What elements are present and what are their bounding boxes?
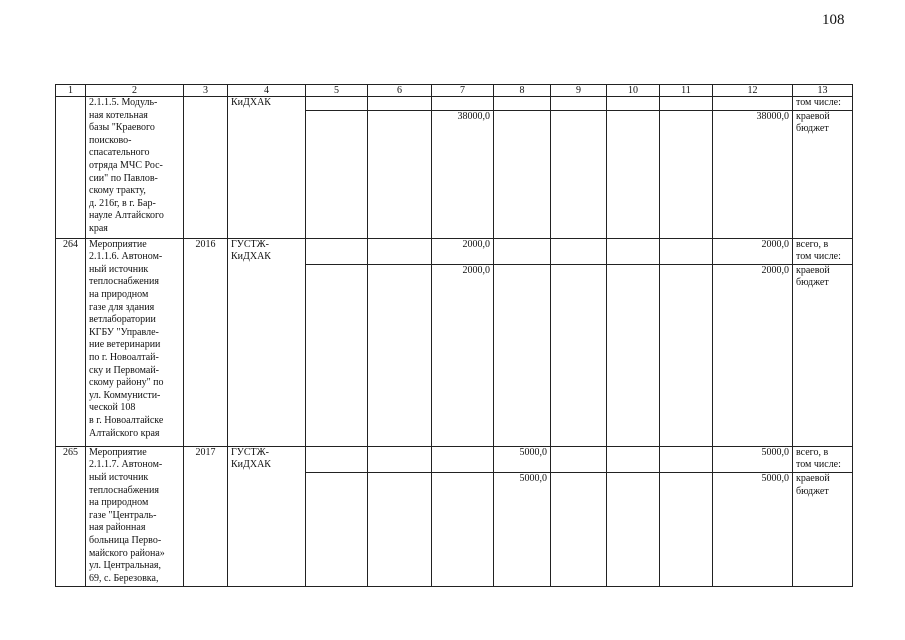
header-cell: 7 <box>432 85 494 97</box>
header-cell: 13 <box>793 85 853 97</box>
value-col11 <box>660 472 713 586</box>
value-col5 <box>306 110 368 238</box>
header-cell: 10 <box>607 85 660 97</box>
value-col6 <box>368 446 432 472</box>
executor-cell: ГУСТЖ- КиДХАК <box>228 238 306 446</box>
table-row <box>56 446 853 472</box>
value-col5 <box>306 446 368 472</box>
value-col5 <box>306 264 368 446</box>
value-col11 <box>660 238 713 264</box>
value-col10 <box>607 97 660 111</box>
header-cell: 2 <box>86 85 184 97</box>
value-col6 <box>368 97 432 111</box>
value-col10 <box>607 446 660 472</box>
header-cell: 11 <box>660 85 713 97</box>
value-col9 <box>551 264 607 446</box>
value-col6 <box>368 110 432 238</box>
value-col8 <box>494 110 551 238</box>
header-cell: 4 <box>228 85 306 97</box>
funding-source: том числе: <box>793 97 853 111</box>
value-col7: 2000,0 <box>432 238 494 264</box>
value-col12: 5000,0 <box>713 446 793 472</box>
funding-source: краевой бюджет <box>793 264 853 446</box>
value-col11 <box>660 110 713 238</box>
value-col9 <box>551 472 607 586</box>
header-cell: 9 <box>551 85 607 97</box>
value-col7 <box>432 446 494 472</box>
value-col10 <box>607 472 660 586</box>
header-row <box>56 85 853 97</box>
value-col8 <box>494 238 551 264</box>
funding-source: краевой бюджет <box>793 110 853 238</box>
value-col10 <box>607 264 660 446</box>
value-col12 <box>713 97 793 111</box>
value-col7: 2000,0 <box>432 264 494 446</box>
value-col12: 2000,0 <box>713 238 793 264</box>
measure-name: Мероприятие 2.1.1.7. Автоном- ный источник теплоснабжения на природном газе "Централь- ная районная больница Перво- майского района» ул. Центральная, 69, с. Березовка, <box>86 446 184 586</box>
executor-cell: ГУСТЖ- КиДХАК <box>228 446 306 586</box>
value-col8: 5000,0 <box>494 472 551 586</box>
funding-source: всего, в том числе: <box>793 238 853 264</box>
value-col9 <box>551 446 607 472</box>
header-cell: 8 <box>494 85 551 97</box>
measure-name: Мероприятие 2.1.1.6. Автоном- ный источник теплоснабжения на природном газе для здания ветлаборатории КГБУ "Управле- ние ветеринарии по г. Новоалтай- ску и Первомай- скому району" по ул. Коммунисти- ческой 108 в г. Новоалтайске Алтайского края <box>86 238 184 446</box>
year-cell <box>184 97 228 239</box>
year-cell: 2016 <box>184 238 228 446</box>
table-row <box>56 97 853 111</box>
value-col5 <box>306 238 368 264</box>
value-col8 <box>494 264 551 446</box>
value-col11 <box>660 446 713 472</box>
page-number: 108 <box>822 12 845 28</box>
header-cell: 1 <box>56 85 86 97</box>
value-col8: 5000,0 <box>494 446 551 472</box>
value-col6 <box>368 264 432 446</box>
value-col7 <box>432 97 494 111</box>
row-number: 265 <box>56 446 86 586</box>
value-col6 <box>368 238 432 264</box>
value-col9 <box>551 238 607 264</box>
value-col11 <box>660 264 713 446</box>
executor-cell: КиДХАК <box>228 97 306 239</box>
header-cell: 12 <box>713 85 793 97</box>
value-col12: 2000,0 <box>713 264 793 446</box>
year-cell: 2017 <box>184 446 228 586</box>
value-col9 <box>551 97 607 111</box>
header-cell: 5 <box>306 85 368 97</box>
row-number: 264 <box>56 238 86 446</box>
funding-source: всего, в том числе: <box>793 446 853 472</box>
program-table <box>55 84 853 587</box>
header-cell: 3 <box>184 85 228 97</box>
value-col10 <box>607 238 660 264</box>
funding-source: краевой бюджет <box>793 472 853 586</box>
value-col6 <box>368 472 432 586</box>
header-cell: 6 <box>368 85 432 97</box>
value-col5 <box>306 472 368 586</box>
value-col5 <box>306 97 368 111</box>
value-col10 <box>607 110 660 238</box>
value-col8 <box>494 97 551 111</box>
row-number <box>56 97 86 239</box>
table-row <box>56 238 853 264</box>
value-col7: 38000,0 <box>432 110 494 238</box>
measure-name: 2.1.1.5. Модуль- ная котельная базы "Краевого поисково- спасательного отряда МЧС Рос- сии" по Павлов- скому тракту, д. 216г, в г. Бар- науле Алтайского края <box>86 97 184 239</box>
value-col7 <box>432 472 494 586</box>
value-col9 <box>551 110 607 238</box>
value-col12: 38000,0 <box>713 110 793 238</box>
value-col12: 5000,0 <box>713 472 793 586</box>
value-col11 <box>660 97 713 111</box>
